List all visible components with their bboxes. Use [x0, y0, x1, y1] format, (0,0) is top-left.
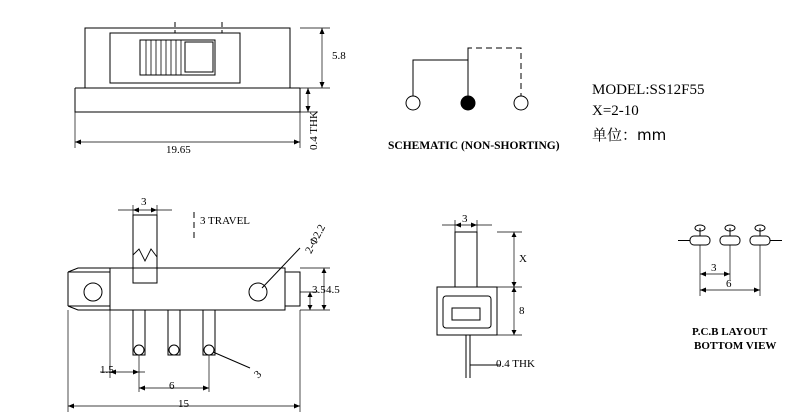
units-label: 单位：mm	[592, 126, 667, 144]
hole-note: 2-Φ2.2	[303, 222, 329, 256]
dim-top-thickness: 0.4 THK	[308, 111, 320, 150]
dim-15-front: 15	[178, 398, 189, 410]
dim-6-front: 6	[169, 380, 175, 392]
model-label: MODEL:SS12F55	[592, 82, 705, 98]
dim-top-width: 19.65	[166, 144, 191, 156]
dim-pcb-3: 3	[711, 262, 717, 274]
pcb-caption-line1: P.C.B LAYOUT	[692, 326, 768, 338]
x-range-label: X=2-10	[592, 103, 639, 119]
pin-note: 3	[252, 368, 265, 381]
dim-pcb-6: 6	[726, 278, 732, 290]
dim-top-height: 5.8	[332, 50, 346, 62]
dim-lever-width: 3	[141, 196, 147, 208]
dim-3-5: 3.5	[312, 284, 326, 296]
dim-side-thickness: 0.4 THK	[496, 358, 535, 370]
dim-side-8: 8	[519, 305, 525, 317]
dim-1-5: 1.5	[100, 364, 114, 376]
travel-note: 3 TRAVEL	[200, 215, 251, 227]
dim-4-5: 4.5	[326, 284, 340, 296]
schematic-caption: SCHEMATIC (NON-SHORTING)	[388, 140, 560, 152]
pcb-caption-line2: BOTTOM VIEW	[694, 340, 777, 352]
dim-side-top: 3	[462, 213, 468, 225]
dim-side-x: X	[519, 253, 527, 265]
